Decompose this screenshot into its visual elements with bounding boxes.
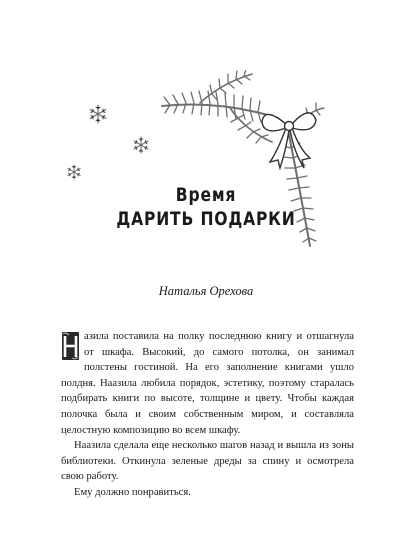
- author-name: Наталья Орехова: [158, 284, 254, 298]
- snowflake-icon: [88, 104, 108, 124]
- snowflake-icon: [132, 136, 150, 154]
- paragraph-1: [61, 329, 354, 438]
- dropcap-letter-n-icon: [61, 331, 80, 361]
- paragraph-1-text: азила поставила на полку последнюю книгу и отшагнула от шкафа. Высокий, до самого потолка, он занимал полстены гостиной. На его заполнение книгами ушло полдня. Наазила любила порядок, эстетику, поэтому старалась подбирать книги по высоте, толщине и цвету. Чтобы каждая полочка была и своим собственным миром, и составляла целостную композицию во всем шкафу.: [61, 331, 354, 436]
- chapter-title-line-1: Время: [175, 184, 237, 206]
- chapter-title: [37, 183, 375, 231]
- story-text: [61, 329, 354, 501]
- snowflake-icon: [66, 164, 82, 180]
- dropcap-letter: [61, 331, 80, 361]
- paragraph-2: Наазила сделала еще несколько шагов назад и вышла из зоны библиотеки. Откинула зеленые дреды за спину и осмотрела свою работу.: [61, 440, 354, 483]
- chapter-title-line-2: ДАРИТЬ ПОДАРКИ: [116, 208, 296, 230]
- paragraph-3: Ему должно понравиться.: [74, 486, 191, 498]
